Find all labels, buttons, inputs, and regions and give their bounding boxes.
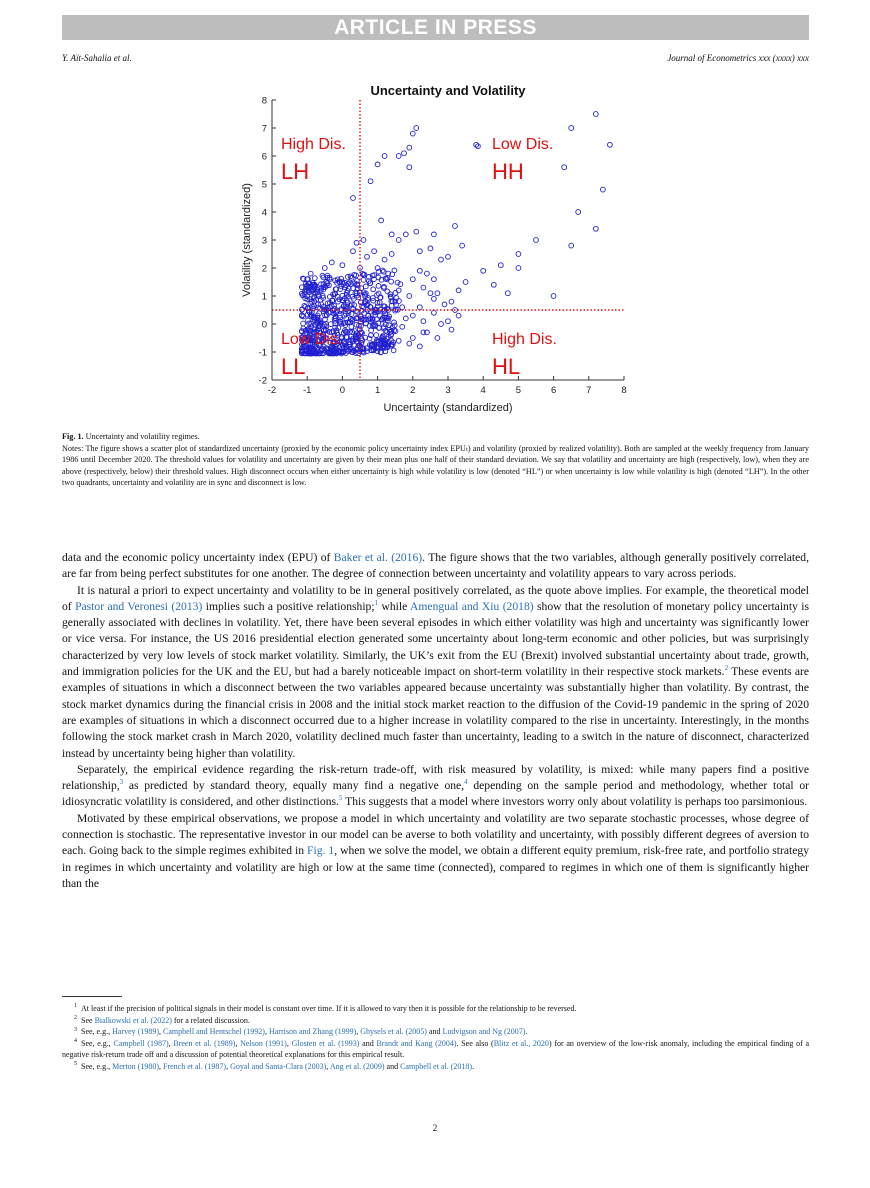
x-tick-label: -1 <box>302 385 312 396</box>
paragraph-1 <box>62 550 809 583</box>
citation-link[interactable]: Breen et al. (1989) <box>173 1038 236 1048</box>
data-point <box>396 288 401 293</box>
data-point <box>593 226 598 231</box>
quadrant-ll-name: Low Dis. <box>281 331 343 348</box>
quadrant-hh <box>492 136 553 184</box>
data-point <box>395 280 400 285</box>
data-point <box>349 324 354 329</box>
footnote-number: 3 <box>74 1026 77 1033</box>
data-point <box>421 285 426 290</box>
x-tick-label: -2 <box>267 385 277 396</box>
data-point <box>481 268 486 273</box>
citation-link[interactable]: Campbell et al. (2018) <box>400 1061 473 1071</box>
text-run: It is natural a priori to expect uncertainty and volatility to be in general positively correlated, as the quote above implies. For example, the theoretical model of <box>62 583 809 613</box>
data-point <box>516 266 521 271</box>
footnotes <box>62 1003 809 1073</box>
quadrant-lh-name: High Dis. <box>281 136 346 153</box>
data-point <box>446 254 451 259</box>
quadrant-hl <box>492 331 557 379</box>
footnote-text: ) for an overview of the low-risk anomaly, including the empirical finding of a negative risk-return trade off and a discussion of potential theoretical explanations for this empirical result. <box>62 1038 810 1060</box>
footnote-text: , <box>326 1061 330 1071</box>
quadrant-lh <box>281 136 346 184</box>
data-point <box>351 196 356 201</box>
figure-label: Fig. 1. <box>62 432 84 441</box>
footnote-3 <box>62 1026 809 1038</box>
body-text <box>62 550 809 892</box>
data-point <box>389 232 394 237</box>
data-point <box>407 341 412 346</box>
data-point <box>374 333 379 338</box>
footnote-text: , <box>226 1061 231 1071</box>
data-point <box>400 324 405 329</box>
y-tick-label: 7 <box>261 123 267 135</box>
footnote-4 <box>62 1038 809 1061</box>
text-run: . The figure shows that the two variables, although generally positively correlated, are far from being perfect substitutes for one another. The degree of connection between uncertainty and volatility appears to vary across periods. <box>62 551 809 581</box>
y-tick-label: 4 <box>261 207 267 219</box>
text-run: , when we solve the model, we obtain a different equity premium, risk-free rate, and portfolio strategy in regimes in which uncertainty and volatility are high or low at the same time (connected), compared to regimes in which one of them is significantly higher than the <box>62 844 809 890</box>
footnote-1 <box>62 1003 809 1015</box>
data-point <box>351 249 356 254</box>
text-run: depending on the sample period and methodology, whether total or idiosyncratic volatility is considered, and other distinctions. <box>62 779 809 809</box>
data-point <box>375 162 380 167</box>
data-point <box>498 263 503 268</box>
data-point <box>516 252 521 257</box>
data-point <box>322 266 327 271</box>
data-point <box>439 257 444 262</box>
data-point <box>372 249 377 254</box>
data-point <box>442 302 447 307</box>
footnote-text: and <box>359 1038 377 1048</box>
y-tick-label: 6 <box>261 151 267 163</box>
y-tick-label: 8 <box>261 95 267 107</box>
data-point <box>361 278 366 283</box>
scatter-chart <box>230 78 650 418</box>
data-point <box>449 299 454 304</box>
data-point <box>363 284 368 289</box>
citation-link[interactable]: Goyal and Santa-Clara (2003) <box>230 1061 327 1071</box>
footnote-text: . <box>472 1061 475 1071</box>
y-tick-label: 1 <box>261 291 267 303</box>
data-point <box>407 145 412 150</box>
footnote-text: , <box>168 1038 174 1048</box>
footnote-text: . <box>525 1027 528 1037</box>
footnote-text: and <box>426 1027 443 1037</box>
text-run: while <box>378 599 411 613</box>
data-point <box>432 296 437 301</box>
paragraph-3 <box>62 762 809 811</box>
footnote-ref-4[interactable]: 4 <box>464 778 468 787</box>
text-run: implies such a positive relationship; <box>202 599 375 613</box>
data-point <box>403 316 408 321</box>
data-point <box>361 238 366 243</box>
data-point <box>491 282 496 287</box>
data-point <box>460 243 465 248</box>
footnote-ref-3[interactable]: 3 <box>119 778 124 787</box>
running-head-journal: Journal of Econometrics xxx (xxxx) xxx <box>667 53 809 63</box>
data-point <box>576 210 581 215</box>
data-point <box>308 271 313 276</box>
y-tick-label: -1 <box>258 347 267 359</box>
x-axis-label: Uncertainty (standardized) <box>383 402 513 414</box>
data-point <box>432 232 437 237</box>
citation-pastor-veronesi-2013[interactable]: Pastor and Veronesi (2013) <box>75 599 203 613</box>
footnote-text: . See also ( <box>456 1038 494 1048</box>
page-number: 2 <box>432 1123 438 1133</box>
y-tick-label: 2 <box>261 263 267 275</box>
paragraph-4 <box>62 811 809 892</box>
data-point <box>354 240 359 245</box>
data-point <box>410 336 415 341</box>
text-run: These events are examples of situations in which a disconnect between the two variables appeared because uncertainty was substantially higher than volatility. By contrast, the stock market dynamics during the financial crisis in 2008 and the initial stock market reaction to the diffusion of the Covid-19 pandemic in the spring of 2020 are examples of situations in which a disconnect occurred due to a higher increase in volatility compared to the rise in uncertainty. Interestingly, in the months following the stock market crash in March 2020, volatility declined much faster than uncertainty, leading to a switch in the nature of disconnect, characterized instead by uncertainty being higher than volatility. <box>62 665 809 760</box>
footnote-text: See, e.g., <box>81 1061 113 1071</box>
citation-link[interactable]: Ang et al. (2009) <box>329 1061 385 1071</box>
text-run: data and the economic policy uncertainty index (EPU) of <box>62 551 334 564</box>
data-point <box>505 291 510 296</box>
citation-link[interactable]: Ludvigson and Ng (2007) <box>442 1027 526 1037</box>
y-tick-label: 5 <box>261 179 267 191</box>
data-point <box>417 268 422 273</box>
y-tick-label: -2 <box>258 375 267 387</box>
data-point <box>449 327 454 332</box>
data-point <box>551 294 556 299</box>
data-point <box>534 238 539 243</box>
data-point <box>312 276 317 281</box>
footnote-number: 5 <box>74 1061 77 1068</box>
data-point <box>306 318 311 323</box>
footnote-text: , <box>356 1027 361 1037</box>
data-point <box>402 151 407 156</box>
quadrant-hl-code: HL <box>492 354 521 379</box>
citation-amengual-xiu-2018[interactable]: Amengual and Xiu (2018) <box>410 599 534 613</box>
data-point <box>403 232 408 237</box>
data-point <box>379 218 384 223</box>
data-point <box>414 229 419 234</box>
quadrant-hh-code: HH <box>492 159 524 184</box>
data-point <box>417 305 422 310</box>
data-point <box>456 288 461 293</box>
data-point <box>407 165 412 170</box>
x-tick-label: 7 <box>586 385 592 396</box>
data-point <box>301 321 306 326</box>
citation-link[interactable]: Bialkowski et al. (2022) <box>94 1015 172 1025</box>
footnote-text: for a related discussion. <box>171 1015 250 1025</box>
data-point <box>421 330 426 335</box>
footnote-5 <box>62 1061 809 1073</box>
footnote-ref-5[interactable]: 5 <box>338 794 343 803</box>
data-point <box>435 336 440 341</box>
y-tick-label: 0 <box>261 319 267 331</box>
paragraph-2 <box>62 583 809 762</box>
data-point <box>593 112 598 117</box>
figure-notes: Notes: The figure shows a scatter plot of standardized uncertainty (proxied by the economic policy uncertainty index EPUₜ) and volatility (proxied by realized volatility). Both are sampled at the weekly frequency from January 1986 until December 2020. The threshold values for volatility and uncertainty are given by their mean plus one half of their standard deviation. We say that volatility and uncertainty are high (respectively, low), when they are above (respectively, below) their threshold values. High disconnect occurs when either uncertainty is high while volatility is low (denoted “HL”) or when uncertainty is low while volatility is high (denoted “LH”). In the other two quadrants, uncertainty and volatility are in sync and disconnect is low. <box>62 443 809 487</box>
citation-link[interactable]: Glosten et al. (1993) <box>291 1038 360 1048</box>
citation-link[interactable]: Brandt and Kang (2004) <box>376 1038 457 1048</box>
data-point <box>329 260 334 265</box>
chart-title: Uncertainty and Volatility <box>370 83 526 98</box>
data-point <box>569 126 574 131</box>
data-point <box>417 249 422 254</box>
data-point <box>382 154 387 159</box>
data-point <box>608 142 613 147</box>
footnote-text: , <box>286 1038 292 1048</box>
x-tick-label: 6 <box>550 385 557 396</box>
data-point <box>365 254 370 259</box>
x-tick-label: 5 <box>515 385 522 396</box>
footnote-text: , <box>159 1061 163 1071</box>
footnote-text: , <box>158 1027 163 1037</box>
data-point <box>389 252 394 257</box>
x-tick-label: 2 <box>410 385 416 396</box>
y-axis-label: Volatility (standardized) <box>241 183 253 297</box>
citation-link[interactable]: Harvey (1989) <box>112 1027 159 1037</box>
data-point <box>414 126 419 131</box>
data-point <box>410 131 415 136</box>
data-point <box>368 179 373 184</box>
data-point <box>407 294 412 299</box>
data-point <box>396 238 401 243</box>
data-point <box>562 165 567 170</box>
data-point <box>456 313 461 318</box>
footnote-text: and <box>384 1061 401 1071</box>
data-point <box>439 322 444 327</box>
figure-title: Uncertainty and volatility regimes. <box>85 432 200 441</box>
text-run: as predicted by standard theory, equally many find a negative one, <box>123 779 465 793</box>
article-in-press-banner: ARTICLE IN PRESS <box>62 15 809 40</box>
data-point <box>391 348 396 353</box>
data-point <box>432 277 437 282</box>
data-point <box>382 257 387 262</box>
footnote-text: See, e.g., <box>81 1038 114 1048</box>
data-point <box>398 282 403 287</box>
quadrant-lh-code: LH <box>281 159 310 184</box>
data-point <box>425 271 430 276</box>
citation-link[interactable]: Ghysels et al. (2005) <box>360 1027 427 1037</box>
data-point <box>371 287 376 292</box>
figure-caption <box>62 431 809 489</box>
footnote-rule <box>62 996 122 997</box>
y-tick-label: 3 <box>261 235 267 247</box>
text-run: This suggests that a model where investors worry only about volatility is perhaps too parsimonious. <box>342 795 808 809</box>
data-point <box>569 243 574 248</box>
x-tick-label: 0 <box>339 385 346 396</box>
data-point <box>453 224 458 229</box>
data-point <box>432 310 437 315</box>
data-point <box>393 291 398 296</box>
citation-link[interactable]: Blitz et al., 2020 <box>493 1038 549 1048</box>
footnote-text: , <box>264 1027 269 1037</box>
footnote-text: See, e.g., <box>81 1027 113 1037</box>
data-point <box>446 319 451 324</box>
citation-link[interactable]: Merton (1980) <box>112 1061 159 1071</box>
data-point <box>340 263 345 268</box>
data-point <box>410 277 415 282</box>
running-head-authors: Y. Aït-Sahalia et al. <box>62 53 132 63</box>
citation-link[interactable]: Campbell and Hentschel (1992) <box>162 1027 265 1037</box>
data-point <box>435 291 440 296</box>
footnote-text: At least if the precision of political signals in their model is constant over time. If it is allowed to vary then it is possible for the relationship to be reversed. <box>81 1004 577 1013</box>
data-point <box>463 280 468 285</box>
citation-link[interactable]: Harrison and Zhang (1999) <box>268 1027 357 1037</box>
data-point <box>410 313 415 318</box>
footnote-text: See <box>81 1015 95 1025</box>
text-run: Separately, the empirical evidence regarding the risk-return trade-off, with risk measured by volatility, is mixed: while many papers find a positive relationship, <box>62 762 809 793</box>
citation-link[interactable]: French et al. (1987) <box>163 1061 227 1071</box>
data-point <box>601 187 606 192</box>
data-point <box>376 284 381 289</box>
footnote-ref-1[interactable]: 1 <box>374 599 379 608</box>
footnote-number: 2 <box>74 1014 77 1021</box>
footnote-text: , <box>235 1038 241 1048</box>
x-tick-label: 3 <box>445 385 451 396</box>
data-point <box>396 338 401 343</box>
footnote-ref-2[interactable]: 2 <box>724 664 729 673</box>
text-run: show that the resolution of monetary policy uncertainty is generally associated with declines in volatility. Yet, there have been several episodes in which either volatility was high and uncertainty was significantly lower or vice versa. For instance, the US 2016 presidential election generated some uncertainty about long-term economic and other policies, but was surprisingly characterized by very low levels of stock market volatility. Similarly, the UK’s exit from the EU (Brexit) involved substantial uncertainty about trade, growth, and immigration policies for the UK and the EU, but had a barely noticeable impact on short-term volatility in their respective stock markets. <box>62 599 810 679</box>
quadrant-hh-name: Low Dis. <box>492 136 554 153</box>
x-tick-label: 1 <box>374 385 381 396</box>
quadrant-hl-name: High Dis. <box>492 331 557 348</box>
citation-link[interactable]: Campbell (1987) <box>113 1038 169 1048</box>
quadrant-ll-code: LL <box>281 354 306 379</box>
x-tick-label: 8 <box>621 385 627 396</box>
figure-ref-1[interactable]: Fig. 1 <box>307 844 335 858</box>
footnote-2 <box>62 1015 809 1027</box>
x-tick-label: 4 <box>480 385 486 396</box>
data-point <box>428 246 433 251</box>
data-point <box>417 344 422 349</box>
citation-baker-2016[interactable]: Baker et al. (2016) <box>333 551 423 564</box>
data-point <box>428 291 433 296</box>
footnote-number: 1 <box>74 1003 77 1010</box>
text-run: Motivated by these empirical observations, we propose a model in which uncertainty and volatility are two separate stochastic processes, whose degree of connection is stochastic. The representative investor in our model can be averse to both volatility and uncertainty, with possibly different degrees of aversion to each. Going back to the simple regimes exhibited in <box>62 811 809 858</box>
data-point <box>389 279 394 284</box>
data-point <box>421 319 426 324</box>
citation-link[interactable]: Nelson (1991) <box>240 1038 287 1048</box>
data-point <box>400 305 405 310</box>
footnote-number: 4 <box>74 1038 77 1045</box>
data-point <box>396 154 401 159</box>
